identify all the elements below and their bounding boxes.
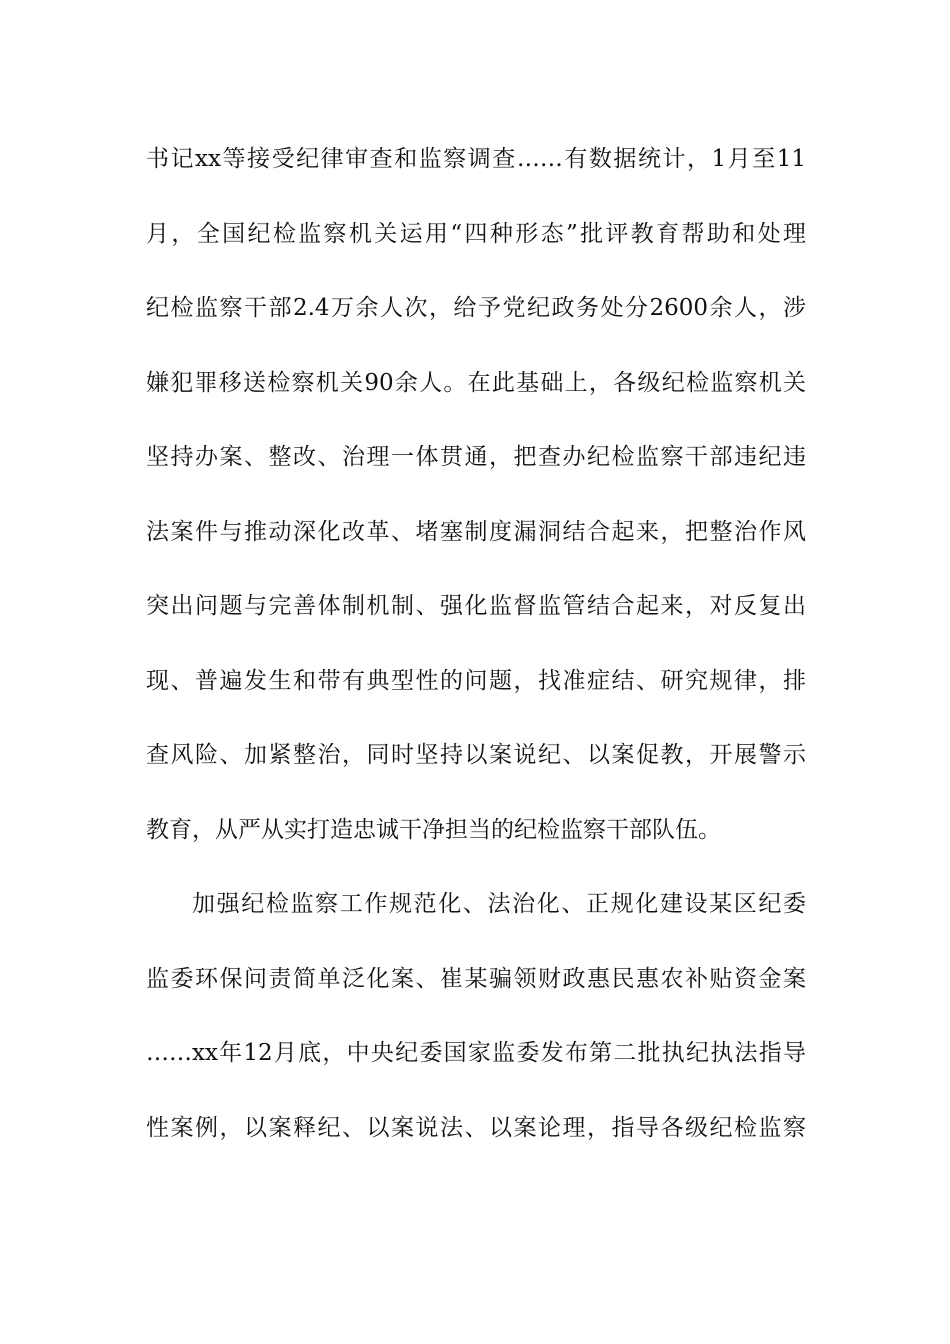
text-line: 监委环保问责简单泛化案、崔某骗领财政惠民惠农补贴资金案	[146, 965, 806, 992]
text-line: 突出问题与完善体制机制、强化监督监管结合起来，对反复出	[146, 593, 806, 619]
text-line: 现、普遍发生和带有典型性的问题，找准症结、研究规律，排	[146, 667, 806, 694]
text-line: 月，全国纪检监察机关运用“四种形态”批评教育帮助和处理	[146, 220, 806, 247]
text-line: 嫌犯罪移送检察机关90余人。在此基础上，各级纪检监察机关	[146, 369, 806, 396]
text-line: 性案例，以案释纪、以案说法、以案论理，指导各级纪检监察	[146, 1114, 806, 1141]
text-line: 查风险、加紧整治，同时坚持以案说纪、以案促教，开展警示	[146, 742, 806, 768]
paragraph-1	[146, 122, 806, 867]
text-line: 纪检监察干部2.4万余人次，给予党纪政务处分2600余人，涉	[146, 295, 806, 321]
text-line: 坚持办案、整改、治理一体贯通，把查办纪检监察干部违纪违	[146, 444, 806, 470]
paragraph-2	[146, 867, 806, 1165]
text-line: 书记xx等接受纪律审查和监察调查……有数据统计，1月至11	[146, 146, 806, 172]
text-line: 法案件与推动深化改革、堵塞制度漏洞结合起来，把整治作风	[146, 518, 806, 545]
text-line: 加强纪检监察工作规范化、法治化、正规化建设某区纪委	[192, 891, 806, 917]
text-line: ……xx年12月底，中央纪委国家监委发布第二批执纪执法指导	[146, 1040, 806, 1066]
document-body	[146, 122, 806, 1165]
text-line: 教育，从严从实打造忠诚干净担当的纪检监察干部队伍。	[146, 816, 721, 843]
